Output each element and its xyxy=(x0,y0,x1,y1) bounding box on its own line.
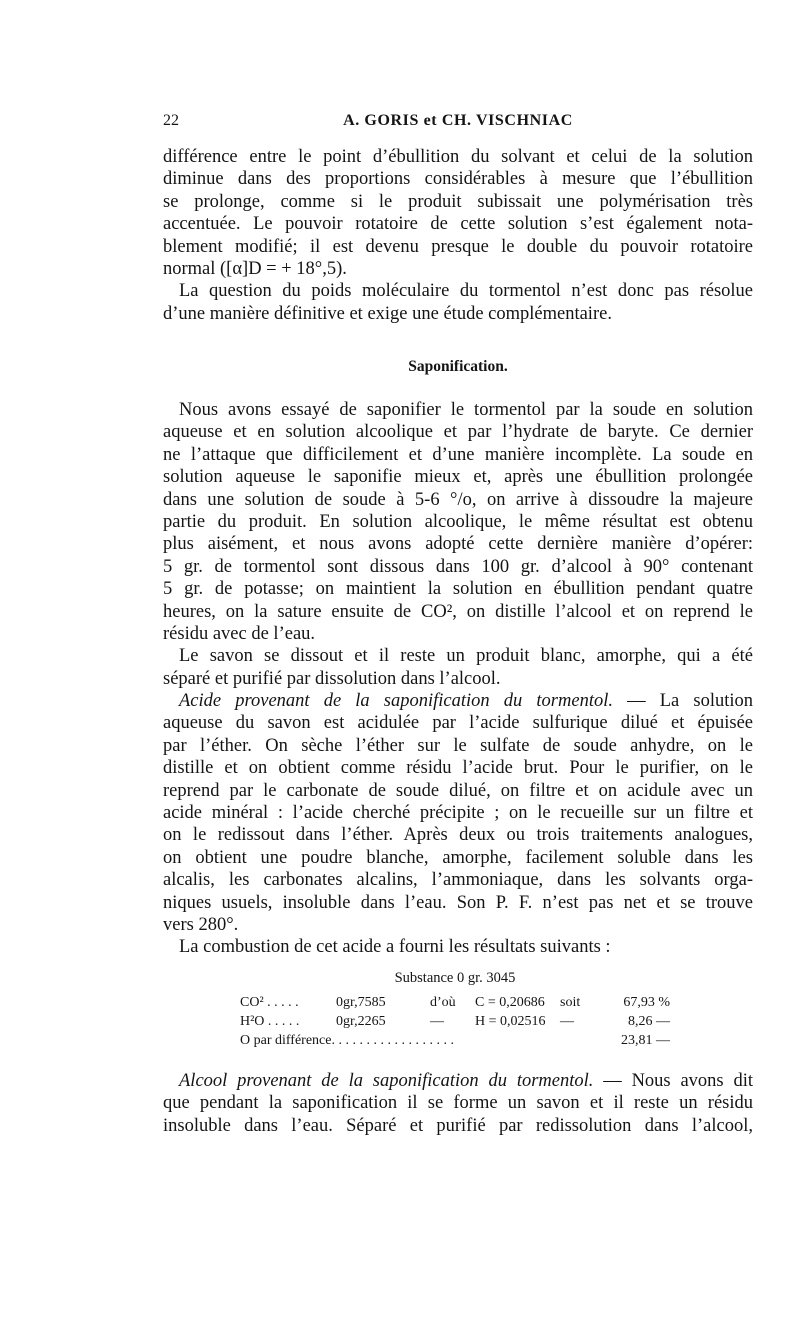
row-conv: — xyxy=(560,1014,574,1029)
text-line: blement modifié; il est devenu presque le double du pouvoir rotatoire xyxy=(163,236,753,257)
text-line: heures, on la sature ensuite de CO², on distille l’alcool et on reprend le xyxy=(163,601,753,622)
text-line: Nous avons essayé de saponifier le tormentol par la soude en solution xyxy=(179,400,753,420)
text-line: par l’éther. On sèche l’éther sur le sulfate de soude anhydre, on le xyxy=(163,735,753,756)
text-line: séparé et purifié par dissolution dans l’alcool. xyxy=(163,668,501,689)
table-caption: Substance 0 gr. 3045 xyxy=(394,970,516,986)
text-line: La question du poids moléculaire du tormentol n’est donc pas résolue xyxy=(179,281,753,302)
text-line: ne l’attaque que difficilement et d’une manière incomplète. La soude en xyxy=(163,444,753,465)
row-element: C = 0,20686 xyxy=(475,995,545,1010)
text-line: aqueuse du savon est acidulée par l’acide sulfurique dilué et épuisée xyxy=(163,713,753,734)
text-line: vers 280°. xyxy=(163,914,239,935)
text-line: 5 gr. de potasse; on maintient la solution en ébullition pendant quatre xyxy=(163,579,753,600)
row-percent: 23,81 — xyxy=(621,1033,670,1048)
analysis-table xyxy=(240,970,670,1052)
row-label: H²O . . . . . xyxy=(240,1014,300,1029)
row-weight: 0gr,2265 xyxy=(336,1014,386,1029)
text-line: niques usuels, insoluble dans l’eau. Son P. F. n’est pas net et se trouve xyxy=(163,892,753,913)
section-title: Saponification. xyxy=(408,358,508,375)
text-line: reprend par le carbonate de soude dilué, on filtre et on acidule avec un xyxy=(163,780,753,801)
text-fragment: — La solution xyxy=(612,691,753,712)
paragraph-3 xyxy=(163,399,753,959)
page-number: 22 xyxy=(163,112,179,129)
italic-heading: Alcool provenant de la saponification du tormentol. xyxy=(179,1071,594,1091)
row-element: H = 0,02516 xyxy=(475,1014,546,1029)
text-line: que pendant la saponification il se forme un savon et il reste un résidu xyxy=(163,1093,753,1114)
text-line: plus aisément, et nous avons adopté cette dernière manière d’opérer: xyxy=(163,534,753,555)
running-head: A. GORIS et CH. VISCHNIAC xyxy=(343,112,573,129)
text-line: on le redissout dans l’éther. Après deux ou trois traitements analogues, xyxy=(163,825,753,846)
paragraph-1 xyxy=(163,146,753,325)
text-line: d’une manière définitive et exige une étude complémentaire. xyxy=(163,303,612,324)
text-line: partie du produit. En solution alcoolique, le même résultat est obtenu xyxy=(163,511,753,532)
table-row xyxy=(240,1033,670,1052)
paragraph-7 xyxy=(163,1070,753,1137)
text-line: accentuée. Le pouvoir rotatoire de cette solution s’est également nota- xyxy=(163,214,753,235)
text-line: La combustion de cet acide a fourni les résultats suivants : xyxy=(179,937,611,958)
text-line: se prolonge, comme si le produit subissait une polymérisation très xyxy=(163,191,753,212)
text-line: distille et on obtient comme résidu l’acide brut. Pour le purifier, on le xyxy=(163,758,753,779)
text-line: solution aqueuse le saponifie mieux et, après une ébullition prolongée xyxy=(163,467,753,488)
row-link: — xyxy=(430,1014,444,1029)
text-line: aqueuse et en solution alcoolique et par l’hydrate de baryte. Ce dernier xyxy=(163,422,753,443)
row-weight: 0gr,7585 xyxy=(336,995,386,1010)
text-line: acide minéral : l’acide cherché précipite ; on le recueille sur un filtre et xyxy=(163,803,753,824)
text-line xyxy=(163,1070,753,1092)
text-line: insoluble dans l’eau. Séparé et purifié par redissolution dans l’alcool, xyxy=(163,1115,753,1136)
table-row xyxy=(240,995,670,1014)
text-line xyxy=(163,690,753,712)
text-line: normal ([α]D = + 18°,5). xyxy=(163,258,347,279)
text-line: diminue dans des proportions considérables à mesure que l’ébullition xyxy=(163,169,753,190)
row-label: O par différence. . . . . . . . . . . . . . . . . . xyxy=(240,1033,454,1048)
text-line: dans une solution de soude à 5-6 °/o, on arrive à dissoudre la majeure xyxy=(163,489,753,510)
text-line: Le savon se dissout et il reste un produit blanc, amorphe, qui a été xyxy=(179,646,753,667)
table-row xyxy=(240,1014,670,1033)
text-line: différence entre le point d’ébullition du solvant et celui de la solution xyxy=(163,147,753,167)
text-line: on obtient une poudre blanche, amorphe, facilement soluble dans les xyxy=(163,847,753,868)
row-link: d’où xyxy=(430,995,456,1010)
text-line: résidu avec de l’eau. xyxy=(163,623,316,644)
italic-heading: Acide provenant de la saponification du tormentol. xyxy=(179,691,613,712)
text-fragment: — Nous avons dit xyxy=(593,1071,753,1091)
row-label: CO² . . . . . xyxy=(240,995,299,1010)
row-percent: 8,26 — xyxy=(628,1014,670,1029)
text-line: alcalis, les carbonates alcalins, l’ammoniaque, dans les solvants orga- xyxy=(163,870,753,891)
text-line: 5 gr. de tormentol sont dissous dans 100 gr. d’alcool à 90° contenant xyxy=(163,556,753,577)
page-header xyxy=(163,112,753,136)
row-percent: 67,93 % xyxy=(623,995,670,1010)
row-conv: soit xyxy=(560,995,581,1010)
